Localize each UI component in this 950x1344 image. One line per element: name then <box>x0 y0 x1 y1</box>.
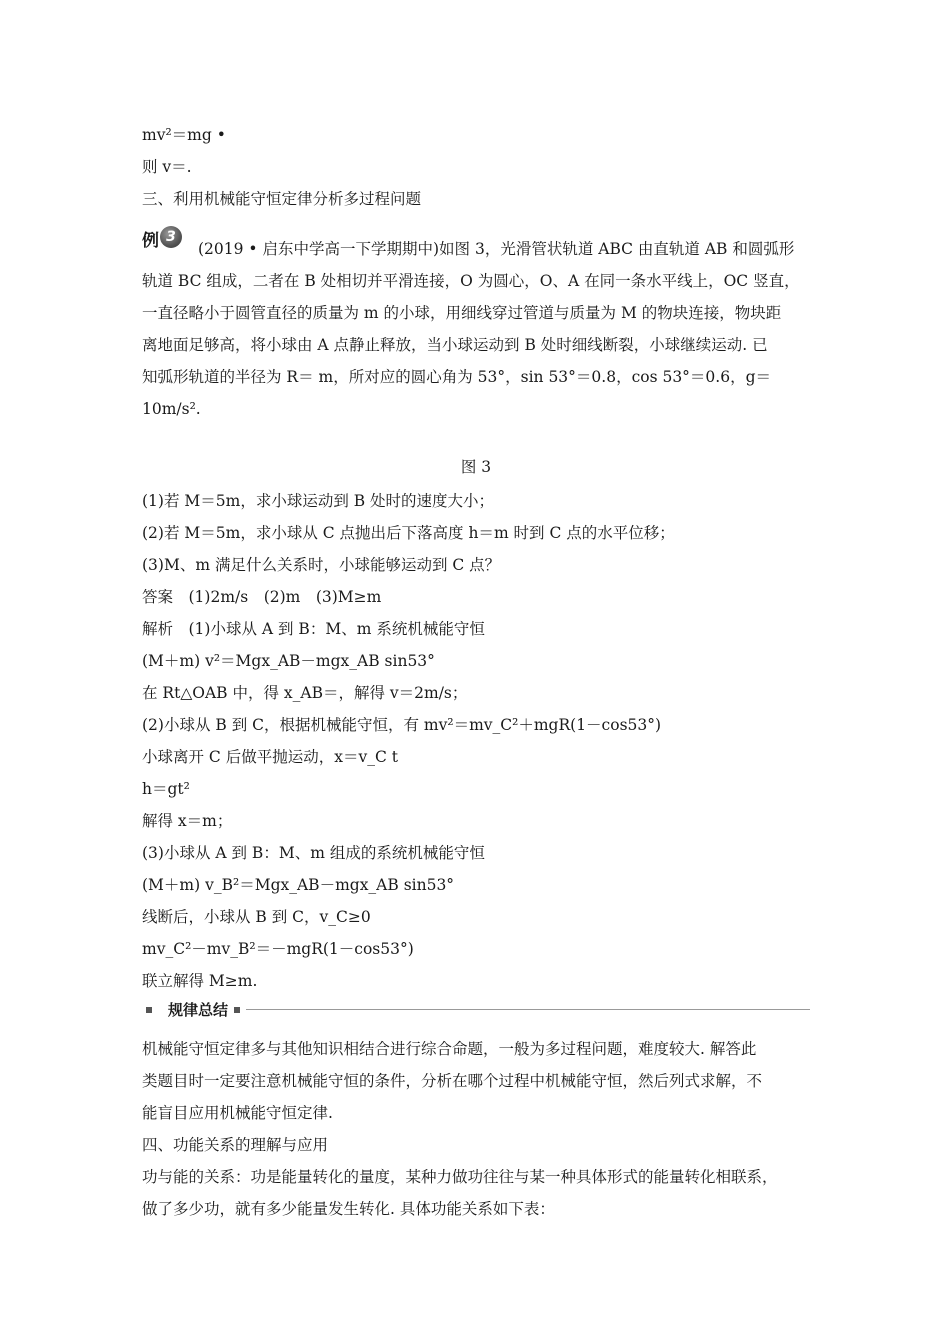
rule-summary-header <box>142 1000 810 1020</box>
formula-line: mv²＝mg • <box>142 126 226 144</box>
summary-line: 类题目时一定要注意机械能守恒的条件，分析在哪个过程中机械能守恒，然后列式求解，不 <box>142 1072 763 1090</box>
paragraph-line: 功与能的关系：功是能量转化的量度，某种力做功往往与某一种具体形式的能量转化相联系， <box>142 1168 778 1186</box>
example-label: 例 <box>142 231 159 251</box>
paragraph-line: 做了多少功，就有多少能量发生转化. 具体功能关系如下表： <box>142 1200 555 1218</box>
solution-line: (M＋m) v_B²＝Mgx_AB－mgx_AB sin53° <box>142 876 455 894</box>
summary-line: 能盲目应用机械能守恒定律. <box>142 1104 333 1122</box>
example-text-line: (2019 • 启东中学高一下学期期中)如图 3，光滑管状轨道 ABC 由直轨道 AB 和圆弧形 <box>198 240 795 258</box>
square-bullet-icon <box>146 1007 152 1013</box>
example-number-icon: 3 <box>160 226 182 248</box>
example-text-line: 轨道 BC 组成，二者在 B 处相切并平滑连接，O 为圆心，O、A 在同一条水平线上，OC 竖直， <box>142 272 800 290</box>
solution-line: mv_C²－mv_B²＝－mgR(1－cos53°) <box>142 940 414 958</box>
example-badge <box>142 226 188 251</box>
solution-line: (2)小球从 B 到 C，根据机械能守恒，有 mv²＝mv_C²＋mgR(1－cos53°) <box>142 716 662 734</box>
example-text-line: 10m/s². <box>142 400 201 418</box>
text-line: 则 v＝. <box>142 158 192 176</box>
divider <box>246 1009 810 1010</box>
rule-summary-title: 规律总结 <box>168 1001 229 1019</box>
solution-line: 解析 (1)小球从 A 到 B：M、m 系统机械能守恒 <box>142 620 485 638</box>
question-line: (3)M、m 满足什么关系时，小球能够运动到 C 点？ <box>142 556 501 574</box>
section-heading-3: 三、利用机械能守恒定律分析多过程问题 <box>142 190 422 208</box>
solution-line: 在 Rt△OAB 中，得 x_AB＝，解得 v＝2m/s； <box>142 684 468 702</box>
section-heading-4: 四、功能关系的理解与应用 <box>142 1136 329 1154</box>
solution-line: h＝gt² <box>142 780 190 798</box>
example-text-line: 知弧形轨道的半径为 R＝ m，所对应的圆心角为 53°，sin 53°＝0.8，cos 53°＝0.6，g＝ <box>142 368 772 386</box>
figure-caption: 图 3 <box>460 458 492 476</box>
question-line: (1)若 M＝5m，求小球运动到 B 处时的速度大小； <box>142 492 495 510</box>
solution-line: 线断后，小球从 B 到 C，v_C≥0 <box>142 908 371 926</box>
solution-line: 解得 x＝m； <box>142 812 233 830</box>
square-bullet-icon <box>234 1007 240 1013</box>
solution-line: (3)小球从 A 到 B：M、m 组成的系统机械能守恒 <box>142 844 485 862</box>
solution-line: 小球离开 C 后做平抛运动，x＝v_C t <box>142 748 398 766</box>
answer-line: 答案 (1)2m/s (2)m (3)M≥m <box>142 588 382 606</box>
solution-line: 联立解得 M≥m. <box>142 972 258 990</box>
example-text-line: 一直径略小于圆管直径的质量为 m 的小球，用细线穿过管道与质量为 M 的物块连接，物块距 <box>142 304 782 322</box>
solution-line: (M＋m) v²＝Mgx_AB－mgx_AB sin53° <box>142 652 435 670</box>
example-text-line: 离地面足够高，将小球由 A 点静止释放，当小球运动到 B 处时细线断裂，小球继续运动. 已 <box>142 336 768 354</box>
summary-line: 机械能守恒定律多与其他知识相结合进行综合命题，一般为多过程问题，难度较大. 解答此 <box>142 1040 757 1058</box>
question-line: (2)若 M＝5m，求小球从 C 点抛出后下落高度 h＝m 时到 C 点的水平位移； <box>142 524 675 542</box>
